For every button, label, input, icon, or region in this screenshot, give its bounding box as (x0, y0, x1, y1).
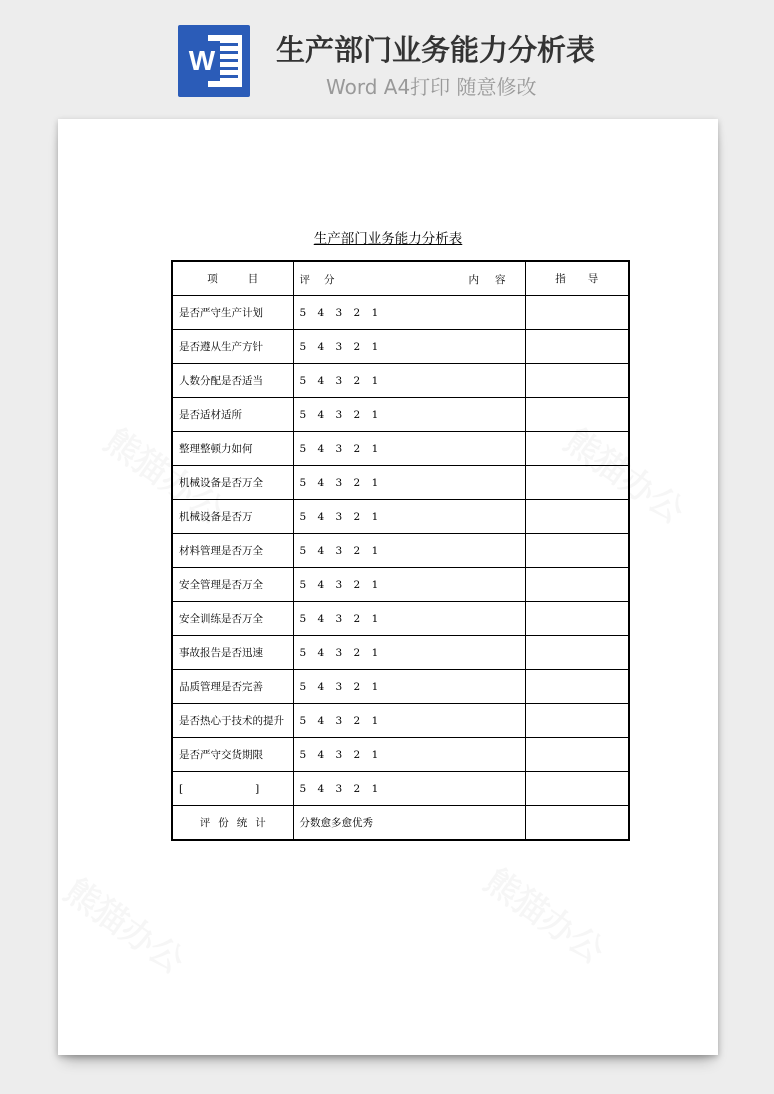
word-icon (178, 25, 250, 97)
table-row-blank (172, 772, 629, 806)
guide-cell[interactable] (525, 398, 629, 432)
guide-cell[interactable] (525, 568, 629, 602)
item-cell: 是否严守生产计划 (172, 296, 293, 330)
guide-cell[interactable] (525, 602, 629, 636)
table-row (172, 568, 629, 602)
guide-cell[interactable] (525, 432, 629, 466)
guide-cell[interactable] (525, 330, 629, 364)
blank-item-cell[interactable]: [ ] (172, 772, 293, 806)
guide-cell[interactable] (525, 738, 629, 772)
table-row (172, 330, 629, 364)
header-item: 项 目 (172, 261, 293, 296)
score-cell[interactable]: 5 4 3 2 1 (293, 568, 525, 602)
table-row (172, 500, 629, 534)
table-row (172, 466, 629, 500)
score-cell[interactable]: 5 4 3 2 1 (293, 636, 525, 670)
score-cell[interactable]: 5 4 3 2 1 (293, 432, 525, 466)
table-row (172, 364, 629, 398)
document-page (58, 119, 718, 1055)
item-cell: 是否适材适所 (172, 398, 293, 432)
item-cell: 材料管理是否万全 (172, 534, 293, 568)
table-row (172, 704, 629, 738)
guide-cell[interactable] (525, 500, 629, 534)
table-row-total (172, 806, 629, 841)
guide-cell[interactable] (525, 636, 629, 670)
guide-cell[interactable] (525, 296, 629, 330)
table-row (172, 296, 629, 330)
guide-cell[interactable] (525, 364, 629, 398)
table-row (172, 432, 629, 466)
score-cell[interactable]: 5 4 3 2 1 (293, 534, 525, 568)
score-cell[interactable]: 5 4 3 2 1 (293, 500, 525, 534)
table-row (172, 670, 629, 704)
table-row (172, 636, 629, 670)
score-cell[interactable]: 5 4 3 2 1 (293, 602, 525, 636)
analysis-table (171, 260, 630, 841)
item-cell: 事故报告是否迅速 (172, 636, 293, 670)
header-subtitle: Word A4打印 随意修改 (326, 75, 537, 99)
guide-cell[interactable] (525, 534, 629, 568)
watermark (476, 854, 616, 972)
guide-cell[interactable] (525, 772, 629, 806)
score-cell[interactable]: 5 4 3 2 1 (293, 466, 525, 500)
header-score-content: 评 分 内 容 (293, 261, 525, 296)
score-cell[interactable]: 5 4 3 2 1 (293, 296, 525, 330)
header-guide: 指 导 (525, 261, 629, 296)
guide-cell[interactable] (525, 704, 629, 738)
guide-cell[interactable] (525, 806, 629, 841)
item-cell: 品质管理是否完善 (172, 670, 293, 704)
item-cell: 安全管理是否万全 (172, 568, 293, 602)
table-row (172, 398, 629, 432)
score-cell[interactable]: 5 4 3 2 1 (293, 330, 525, 364)
score-cell[interactable]: 5 4 3 2 1 (293, 738, 525, 772)
score-cell[interactable]: 5 4 3 2 1 (293, 772, 525, 806)
score-cell[interactable]: 5 4 3 2 1 (293, 670, 525, 704)
item-cell: 是否遵从生产方针 (172, 330, 293, 364)
item-cell: 人数分配是否适当 (172, 364, 293, 398)
header (0, 0, 774, 118)
item-cell: 机械设备是否万全 (172, 466, 293, 500)
item-cell: 是否严守交货期限 (172, 738, 293, 772)
item-cell: 机械设备是否万 (172, 500, 293, 534)
table-row (172, 738, 629, 772)
item-cell: 整理整顿力如何 (172, 432, 293, 466)
word-icon-letter: W (184, 41, 220, 81)
table-row (172, 602, 629, 636)
header-title: 生产部门业务能力分析表 (276, 33, 596, 67)
guide-cell[interactable] (525, 670, 629, 704)
score-cell[interactable]: 5 4 3 2 1 (293, 398, 525, 432)
document-title: 生产部门业务能力分析表 (313, 231, 463, 247)
item-cell: 安全训练是否万全 (172, 602, 293, 636)
total-label-cell: 评 份 统 计 (172, 806, 293, 841)
watermark (56, 864, 196, 982)
table-row (172, 534, 629, 568)
guide-cell[interactable] (525, 466, 629, 500)
total-value-cell: 分数愈多愈优秀 (293, 806, 525, 841)
table-header-row (172, 261, 629, 296)
score-cell[interactable]: 5 4 3 2 1 (293, 704, 525, 738)
score-cell[interactable]: 5 4 3 2 1 (293, 364, 525, 398)
item-cell: 是否热心于技术的提升 (172, 704, 293, 738)
